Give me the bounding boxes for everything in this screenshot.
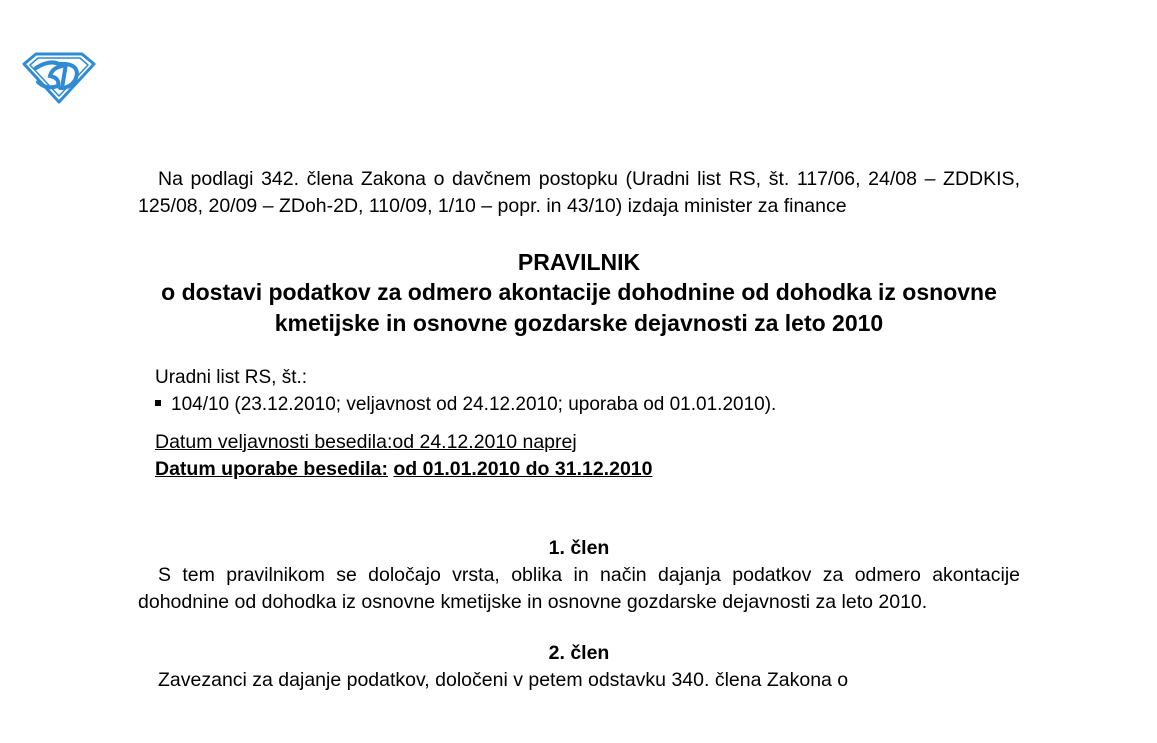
article-text: Zavezanci za dajanje podatkov, določeni v petem odstavku 340. člena Zakona o bbox=[158, 669, 849, 691]
article-heading: 1. člen bbox=[548, 537, 610, 559]
application-label: Datum uporabe besedila: bbox=[155, 458, 388, 480]
gazette-item-text: 104/10 (23.12.2010; veljavnost od 24.12.2010; uporaba od 01.01.2010). bbox=[171, 394, 777, 415]
dates-block bbox=[155, 429, 1020, 483]
application-line bbox=[155, 456, 1020, 483]
bullet-icon bbox=[155, 400, 161, 406]
validity-line bbox=[155, 429, 1020, 456]
application-value: od 01.01.2010 do 31.12.2010 bbox=[393, 458, 653, 480]
document-title: PRAVILNIK bbox=[517, 249, 641, 275]
article-text: S tem pravilnikom se določajo vrsta, oblika in način dajanja podatkov za odmero akontacije dohodnine od dohodka iz osnovne kmetijske in osnovne gozdarske dejavnosti za leto 2010. bbox=[138, 564, 1020, 613]
sd-logo bbox=[22, 50, 96, 104]
title-block bbox=[138, 247, 1020, 339]
validity-value: od 24.12.2010 naprej bbox=[392, 431, 577, 453]
gazette-info bbox=[155, 364, 1020, 418]
intro-paragraph: Na podlagi 342. člena Zakona o davčnem postopku (Uradni list RS, št. 117/06, 24/08 – ZDDKIS, 125/08, 20/09 – ZDoh-2D, 110/09, 1/10 – popr. in 43/10) izdaja minister za finance bbox=[138, 168, 1020, 217]
document-subtitle: o dostavi podatkov za odmero akontacije dohodnine od dohodka iz osnovne kmetijske in osnovne gozdarske dejavnosti za leto 2010 bbox=[161, 279, 997, 336]
sd-shield-logo-icon bbox=[22, 50, 96, 104]
gazette-label: Uradni list RS, št.: bbox=[155, 367, 308, 388]
gazette-list-item bbox=[155, 391, 1020, 418]
validity-label: Datum veljavnosti besedila: bbox=[155, 431, 393, 453]
article-heading: 2. člen bbox=[548, 642, 610, 664]
document-page bbox=[138, 166, 1020, 694]
